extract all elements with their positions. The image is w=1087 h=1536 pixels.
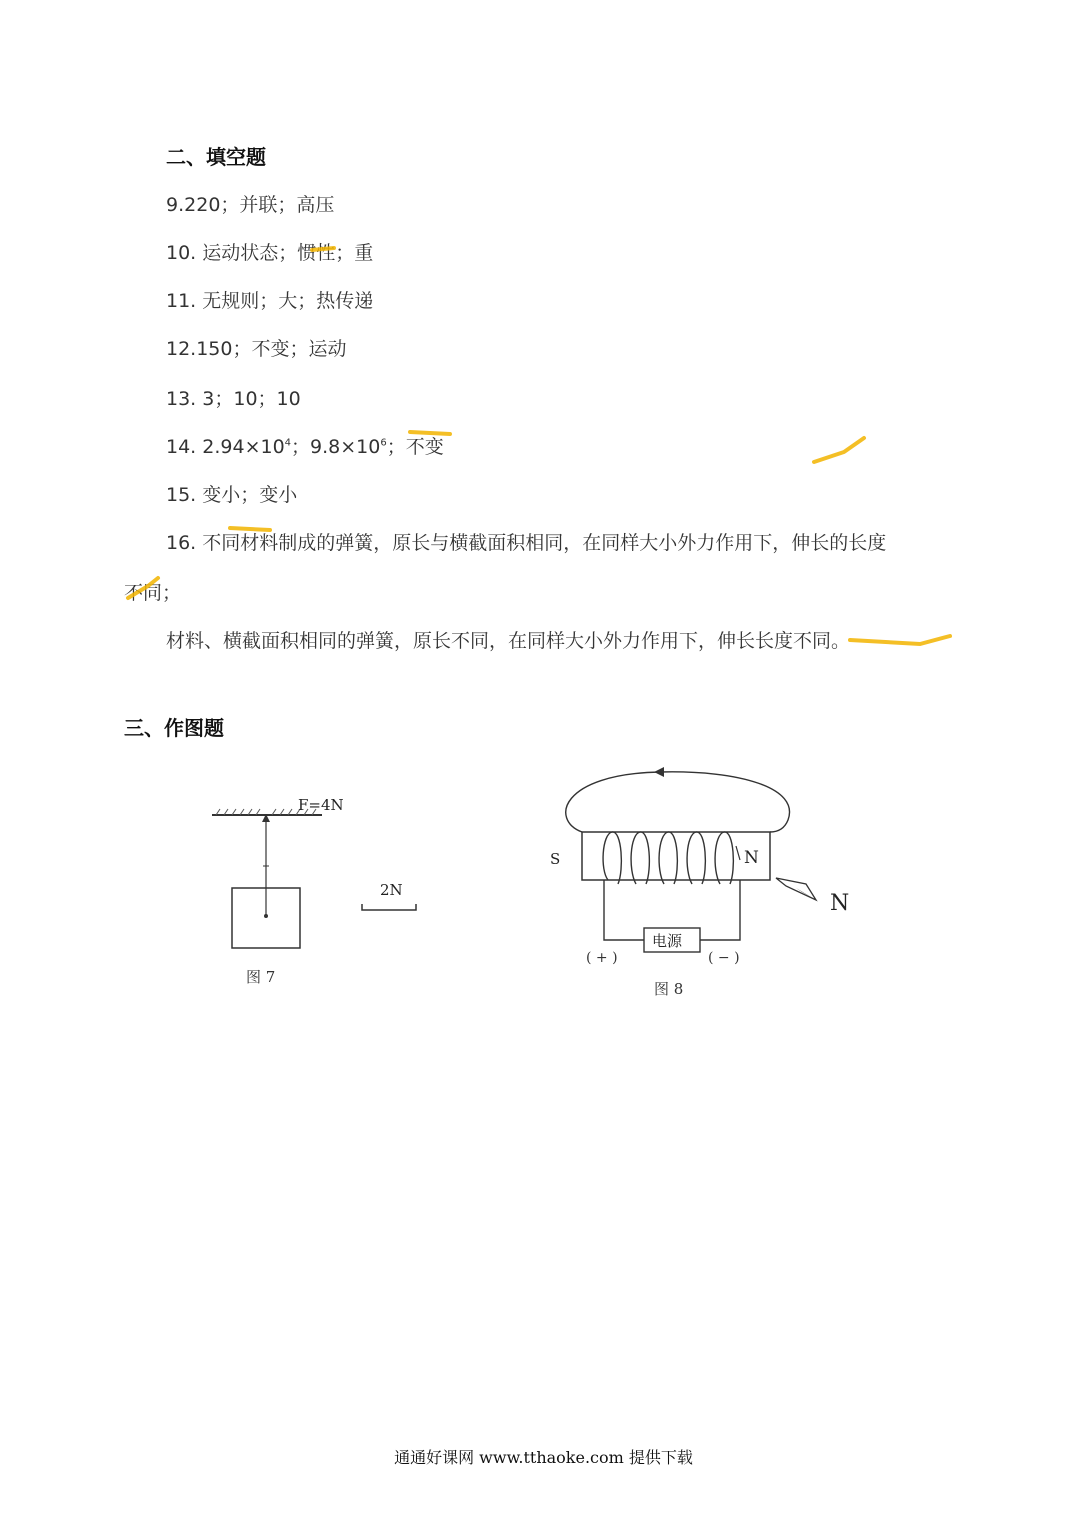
exponent-1: 4 [284, 437, 292, 449]
exponent-2: 6 [380, 437, 387, 449]
iron-core [582, 832, 770, 880]
answer-text: 无规则；大；热传递 [202, 290, 374, 312]
figure-8-caption: 图 8 [654, 980, 684, 998]
compass-north-label: N [830, 891, 850, 916]
figure-8-electromagnet [540, 760, 870, 980]
north-pole-label: N [744, 848, 759, 868]
force-label: F=4N [298, 796, 344, 814]
center-of-mass-dot [264, 914, 268, 918]
answer-text: 3；10；10 [202, 388, 301, 410]
answer-text-part2: ；9.8×10 [291, 436, 381, 458]
figure-7-force-diagram [200, 780, 440, 1000]
answer-number: 13. [166, 388, 197, 410]
answer-16-line2: 不同； [124, 582, 182, 604]
footer-text: 通通好课网 www.tthaoke.com 提供下载 [394, 1448, 693, 1467]
answer-text-part3: ；不变 [386, 436, 444, 458]
highlighter-marks [0, 0, 1087, 700]
section-heading-fill-blank: 二、填空题 [166, 145, 266, 169]
answer-number: 10. [166, 242, 197, 264]
compass-needle-south [776, 878, 816, 900]
answer-text-part1: 2.94×10 [202, 436, 285, 458]
negative-terminal-label: ( − ) [708, 950, 740, 966]
magnetic-field-line [566, 772, 790, 832]
answer-number: 15. [166, 484, 197, 506]
answer-text: 220；并联；高压 [184, 194, 335, 216]
section-heading-drawing: 三、作图题 [124, 716, 224, 740]
wire-right [700, 880, 740, 940]
answer-number: 9. [166, 194, 185, 216]
answer-text: 不同材料制成的弹簧，原长与横截面积相同，在同样大小外力作用下，伸长的长度 [202, 532, 887, 554]
positive-terminal-label: ( + ) [586, 950, 618, 966]
answer-text: 运动状态；惯性；重 [202, 242, 374, 264]
scale-label: 2N [380, 881, 403, 899]
answer-text: 变小；变小 [202, 484, 298, 506]
field-direction-arrow [654, 767, 664, 777]
figure-7-caption: 图 7 [246, 968, 276, 986]
wire-left [604, 880, 644, 940]
answer-number: 12. [166, 338, 197, 360]
answer-number: 16. [166, 532, 197, 554]
power-source-label: 电源 [652, 932, 683, 950]
answer-text: 150；不变；运动 [196, 338, 347, 360]
answer-number: 14. [166, 436, 197, 458]
answer-number: 11. [166, 290, 197, 312]
south-pole-label: S [550, 850, 561, 868]
scale-bar [362, 904, 416, 910]
answer-16-line3: 材料、横截面积相同的弹簧，原长不同，在同样大小外力作用下，伸长长度不同。 [166, 630, 851, 652]
